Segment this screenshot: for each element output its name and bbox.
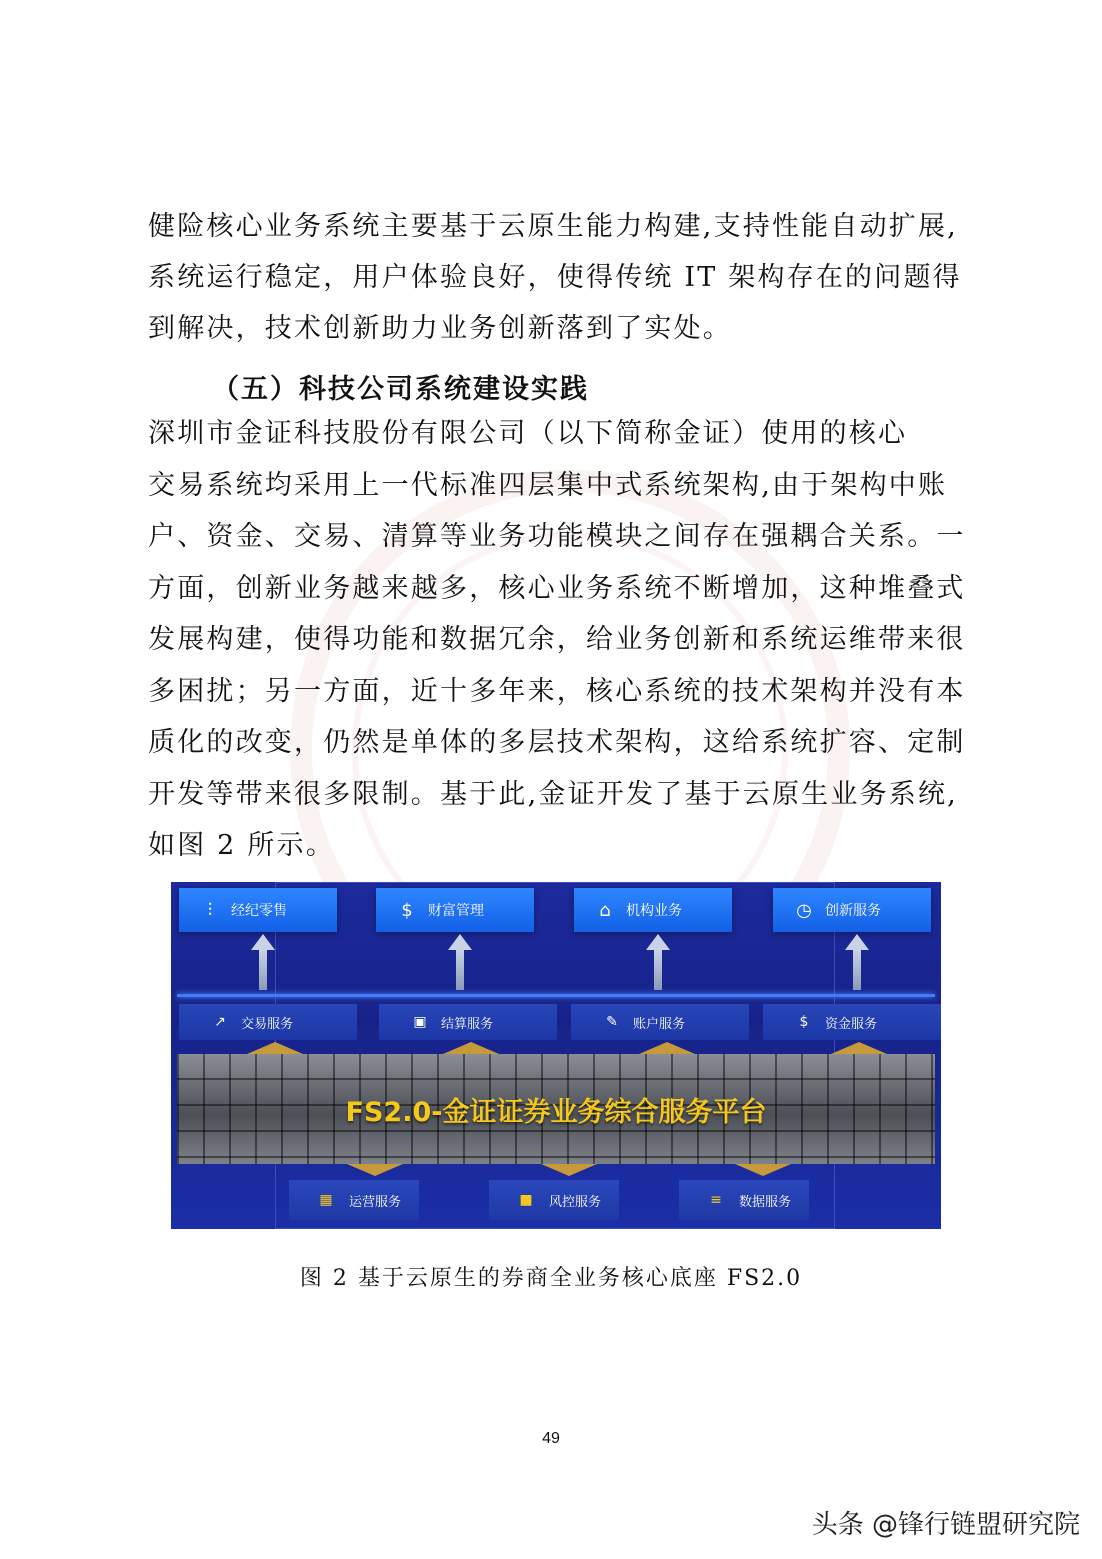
database-icon: ≡ [710, 1192, 722, 1208]
paragraph-line: 系统运行稳定，用户体验良好，使得传统 IT 架构存在的问题得 [148, 262, 962, 293]
body-line: 深圳市金证科技股份有限公司（以下简称金证）使用的核心 [148, 418, 908, 449]
top-tab-label: 机构业务 [626, 903, 682, 919]
edit-icon: ✎ [606, 1014, 618, 1030]
body-line: 开发等带来很多限制。基于此,金证开发了基于云原生业务系统, [148, 779, 958, 810]
connector-triangle [347, 1164, 403, 1176]
bottom-tab-label: 数据服务 [739, 1194, 792, 1210]
mid-tab-settlement [379, 1004, 557, 1040]
top-tab-label: 创新服务 [825, 903, 881, 919]
connector-triangle [541, 1164, 597, 1176]
source-watermark-text: 头条 @锋行链盟研究院 [811, 1510, 1080, 1540]
top-tab-label: 财富管理 [428, 903, 484, 919]
divider-line [177, 994, 935, 997]
mid-tab-funds [763, 1004, 941, 1040]
connector-triangle [247, 1042, 303, 1054]
paragraph-line: 到解决，技术创新助力业务创新落到了实处。 [148, 313, 732, 344]
coin-icon: $ [799, 1014, 809, 1030]
chart-line-icon: ↗ [214, 1014, 226, 1030]
mid-tab-label: 交易服务 [241, 1016, 294, 1032]
connector-triangle [735, 1164, 791, 1176]
figure-caption: 图 2 基于云原生的券商全业务核心底座 FS2.0 [299, 1266, 803, 1291]
grid-icon: ▦ [319, 1192, 333, 1208]
bottom-tab-risk [489, 1180, 619, 1220]
mid-tab-label: 资金服务 [825, 1016, 878, 1032]
arrow-up-icon [251, 934, 275, 990]
coins-icon: $ [401, 899, 413, 921]
paragraph-line: 健险核心业务系统主要基于云原生能力构建,支持性能自动扩展, [148, 211, 958, 242]
top-tab-label: 经纪零售 [231, 903, 287, 919]
lock-icon: ■ [519, 1192, 533, 1208]
connector-triangle [831, 1042, 887, 1054]
top-tab-innovation [773, 888, 931, 932]
page-number: 49 [542, 1430, 560, 1447]
connector-triangle [443, 1042, 499, 1054]
architecture-figure [171, 882, 941, 1229]
top-tab-wealth [376, 888, 534, 932]
bottom-tab-label: 运营服务 [349, 1194, 402, 1210]
section-heading: （五）科技公司系统建设实践 [212, 374, 589, 405]
connector-triangle [639, 1042, 695, 1054]
bottom-tab-label: 风控服务 [549, 1194, 602, 1210]
arrow-up-icon [448, 934, 472, 990]
top-tab-brokerage [179, 888, 337, 932]
mid-tab-label: 账户服务 [633, 1016, 686, 1032]
platform-title: FS2.0-金证证券业务综合服务平台 [345, 1097, 767, 1128]
calendar-check-icon: ▣ [413, 1014, 427, 1030]
bottom-tab-operations [289, 1180, 419, 1220]
arrow-up-icon [646, 934, 670, 990]
sliders-icon: ⫶ [207, 899, 213, 921]
body-line: 如图 2 所示。 [148, 830, 335, 861]
home-icon: ⌂ [599, 899, 611, 921]
bottom-tab-data [679, 1180, 809, 1220]
body-line: 方面，创新业务越来越多，核心业务系统不断增加，这种堆叠式 [148, 573, 966, 604]
top-tab-institution [574, 888, 732, 932]
body-line: 交易系统均采用上一代标准四层集中式系统架构,由于架构中账 [148, 470, 948, 501]
mid-tab-label: 结算服务 [441, 1016, 494, 1032]
body-line: 户、资金、交易、清算等业务功能模块之间存在强耦合关系。一 [148, 521, 966, 552]
body-line: 发展构建，使得功能和数据冗余，给业务创新和系统运维带来很 [148, 624, 966, 655]
arrow-up-icon [845, 934, 869, 990]
body-line: 多困扰；另一方面，近十多年来，核心系统的技术架构并没有本 [148, 676, 966, 707]
mid-tab-trading [179, 1004, 357, 1040]
body-line: 质化的改变，仍然是单体的多层技术架构，这给系统扩容、定制 [148, 727, 966, 758]
stopwatch-icon: ◷ [796, 899, 812, 921]
mid-tab-account [571, 1004, 749, 1040]
